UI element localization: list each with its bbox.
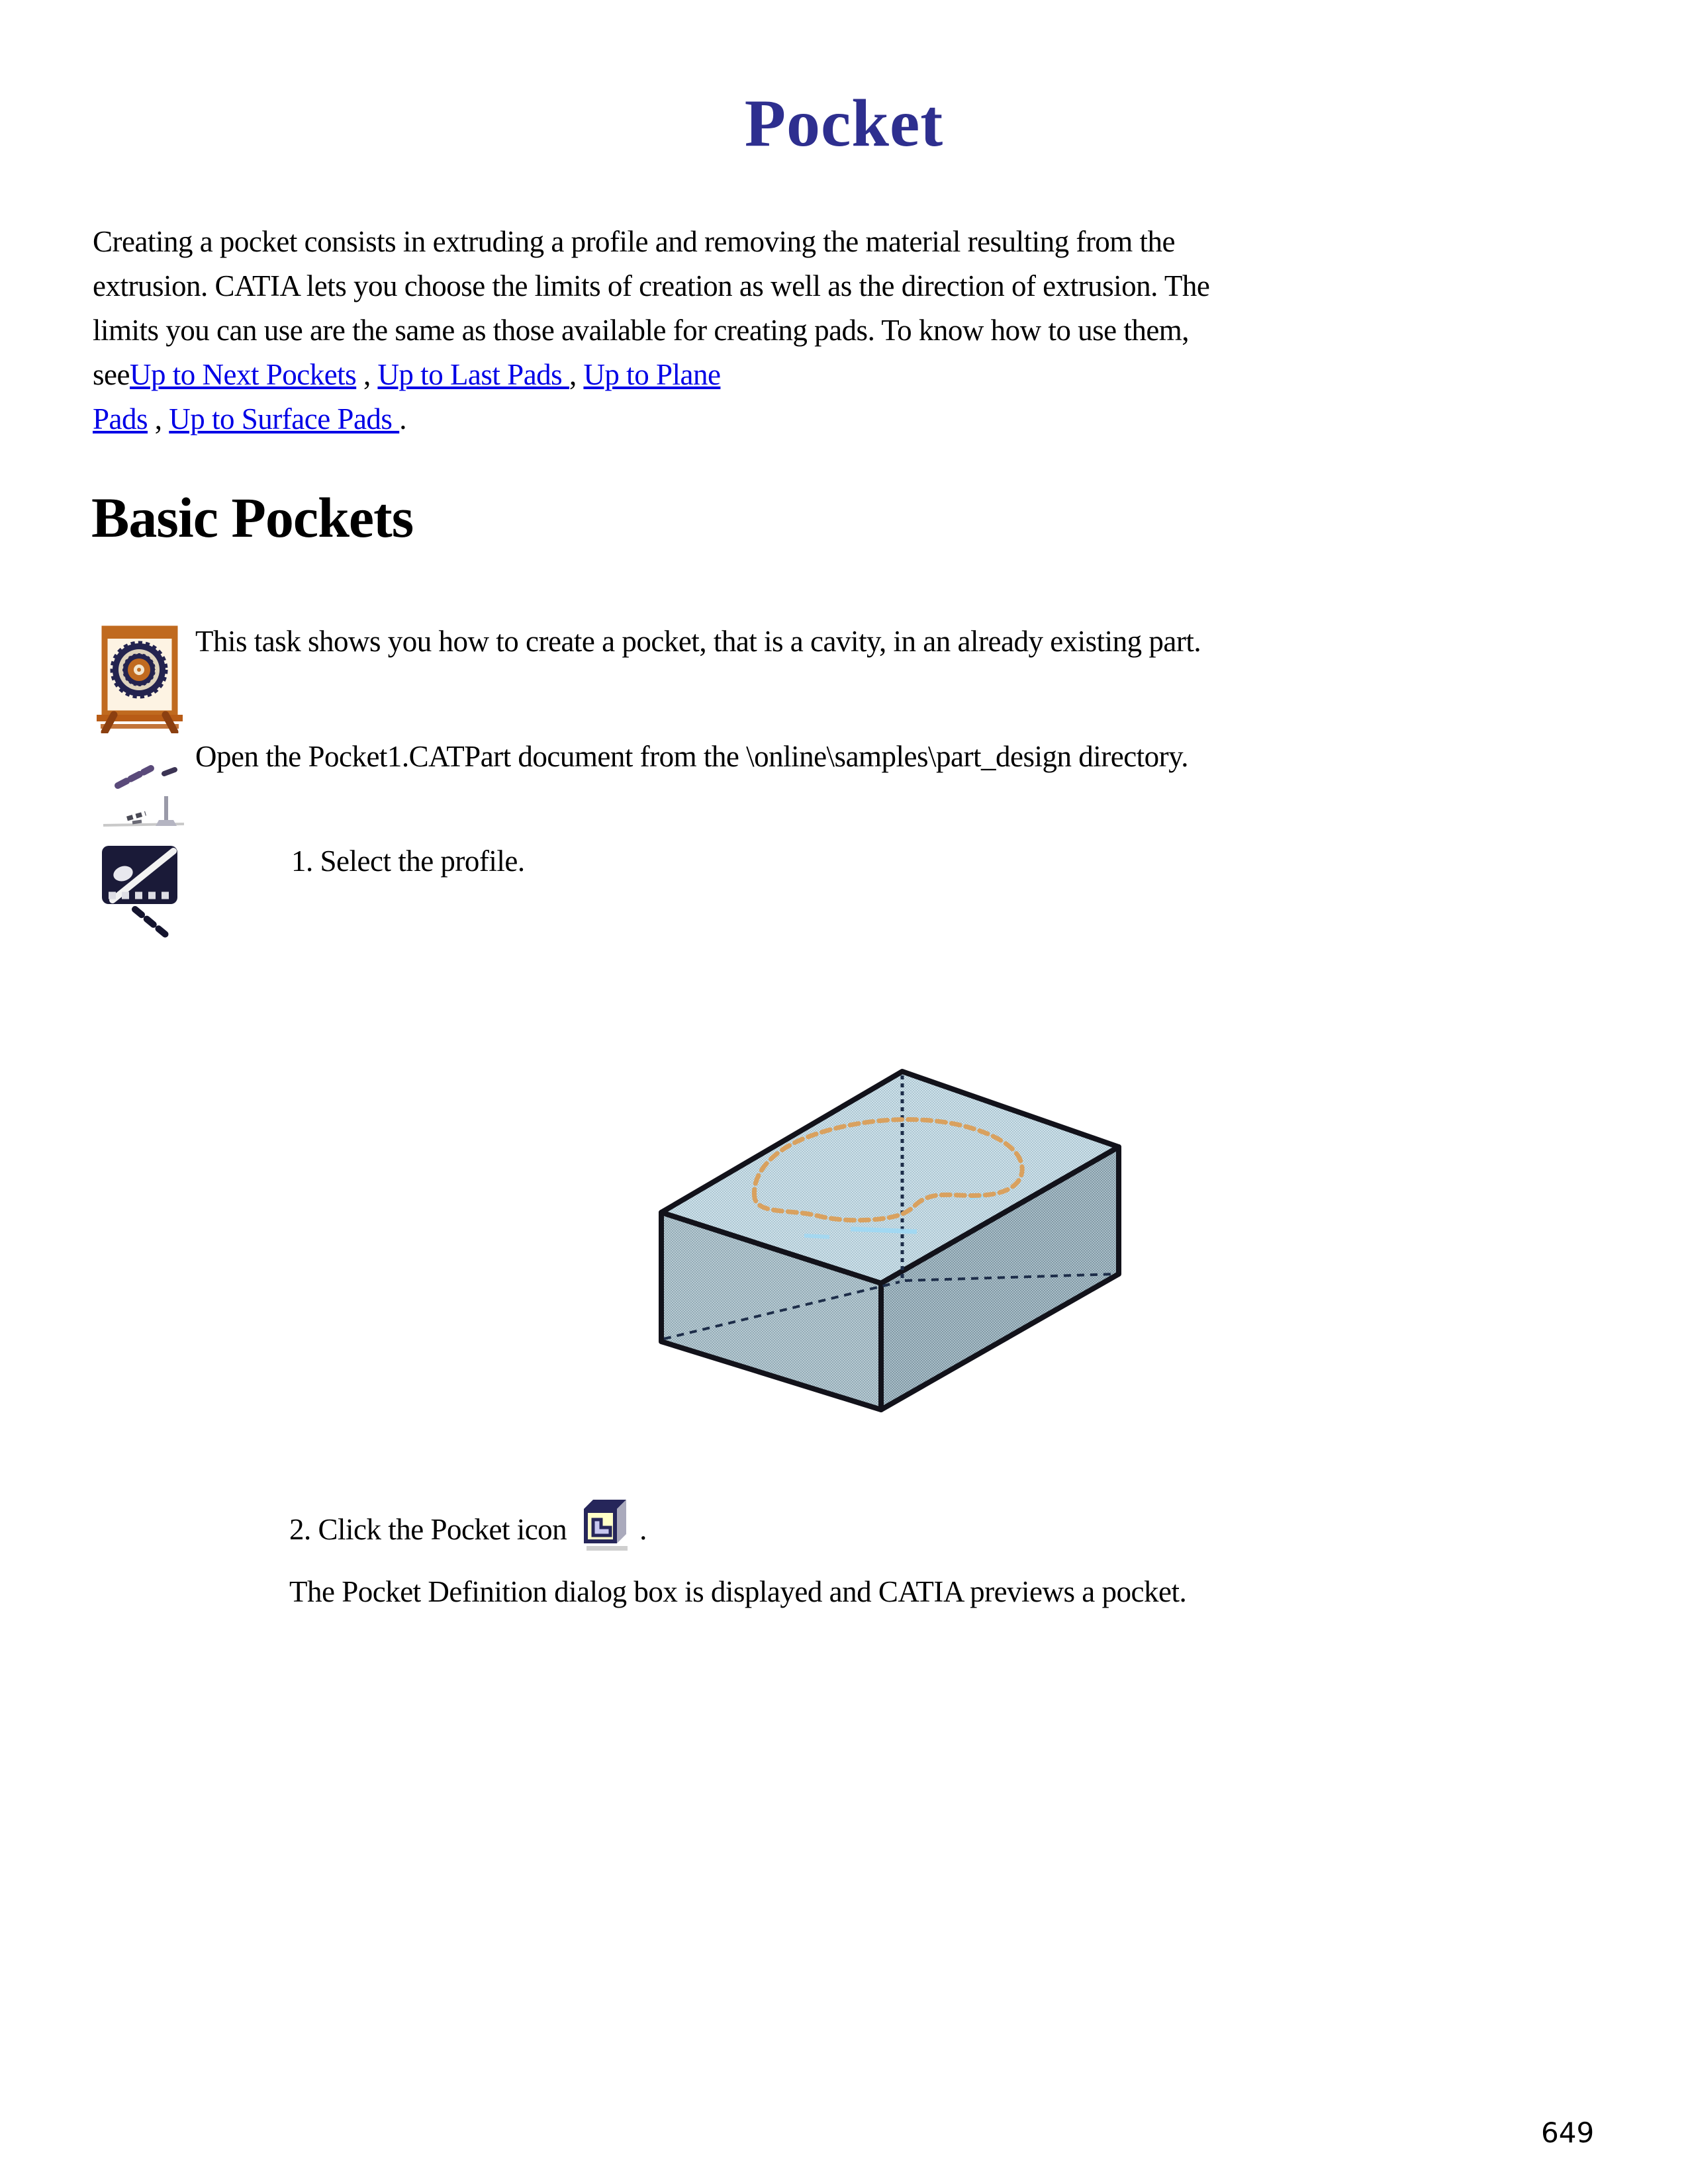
link-up-to-plane-pads-part2[interactable]: Pads — [93, 402, 148, 435]
open-document-icon — [99, 745, 189, 844]
link-up-to-surface-pads[interactable]: Up to Surface Pads — [169, 402, 400, 435]
intro-separator: , — [148, 402, 169, 435]
intro-line-2: extrusion. CATIA lets you choose the limits of creation as well as the direction of extrusion. The — [93, 269, 1210, 302]
section-heading: Basic Pockets — [91, 486, 414, 549]
intro-line-4 — [93, 353, 1209, 397]
intro-line-4-prefix: see — [93, 358, 130, 391]
step-2-note: The Pocket Definition dialog box is displayed and CATIA previews a pocket. — [289, 1575, 1187, 1608]
intro-separator: , — [569, 358, 584, 391]
task-description: This task shows you how to create a pocket, that is a cavity, in an already existing part. — [195, 625, 1201, 658]
target-icon — [94, 625, 187, 737]
intro-line-3: limits you can use are the same as those available for creating pads. To know how to use them, — [93, 314, 1190, 347]
intro-paragraph — [93, 220, 1209, 441]
part-image — [652, 1062, 1129, 1416]
link-up-to-next-pockets[interactable]: Up to Next Pockets — [129, 358, 357, 391]
link-up-to-plane-pads-part1[interactable]: Up to Plane — [583, 358, 721, 391]
intro-line-5 — [93, 397, 1209, 441]
step-2 — [289, 1497, 647, 1569]
intro-line-5-end: . — [399, 402, 406, 435]
intro-separator: , — [356, 358, 378, 391]
step-2-period: . — [639, 1513, 647, 1546]
open-instruction: Open the Pocket1.CATPart document from the \online\samples\part_design directory. — [195, 740, 1188, 773]
scenario-icon — [101, 844, 187, 947]
intro-line-1: Creating a pocket consists in extruding a profile and removing the material resulting from the — [93, 225, 1176, 258]
page-number: 649 — [1541, 2116, 1595, 2149]
page-title: Pocket — [744, 86, 944, 161]
step-2-text: 2. Click the Pocket icon — [289, 1513, 567, 1546]
step-1: 1. Select the profile. — [291, 844, 525, 878]
pocket-icon — [577, 1497, 630, 1569]
link-up-to-last-pads[interactable]: Up to Last Pads — [377, 358, 569, 391]
